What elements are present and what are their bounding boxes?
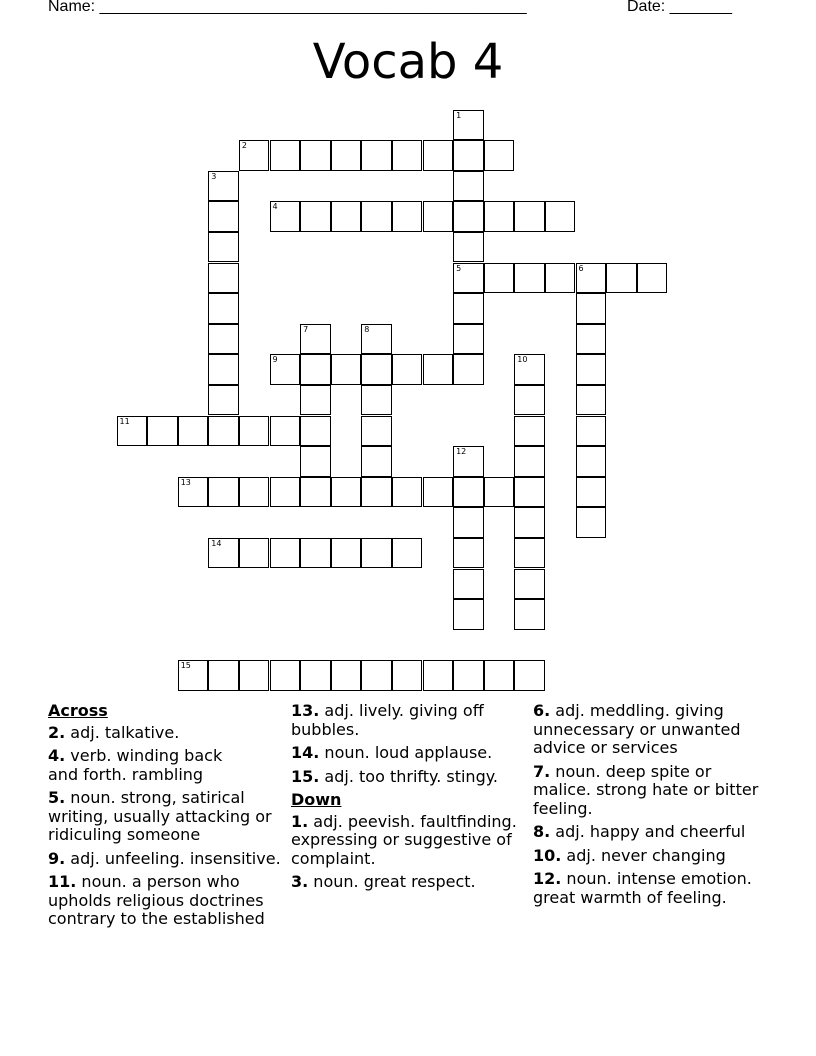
name-label: Name: [48, 0, 100, 15]
crossword-cell[interactable] [208, 171, 239, 202]
crossword-cell[interactable] [239, 477, 270, 508]
crossword-cell[interactable] [453, 599, 484, 630]
crossword-cell[interactable] [331, 538, 362, 569]
crossword-cell[interactable] [239, 416, 270, 447]
crossword-cell[interactable] [453, 140, 484, 171]
crossword-cell[interactable] [361, 385, 392, 416]
crossword-cell[interactable] [484, 140, 515, 171]
clue-column-3 [533, 702, 773, 912]
crossword-cell[interactable] [576, 354, 607, 385]
crossword-cell[interactable] [423, 660, 454, 691]
crossword-cell[interactable] [361, 324, 392, 355]
clue-number: 3 [211, 171, 217, 181]
crossword-cell[interactable] [331, 201, 362, 232]
crossword-cell[interactable] [300, 660, 331, 691]
crossword-cell[interactable] [484, 201, 515, 232]
clue-number: 1 [456, 110, 462, 120]
clue-down-7: 7. noun. deep spite or malice. strong hate or bitter feeling. [533, 761, 759, 818]
crossword-cell[interactable] [270, 354, 301, 385]
crossword-cell[interactable] [514, 446, 545, 477]
crossword-cell[interactable] [453, 477, 484, 508]
clue-across-13: 13. adj. lively. giving off bubbles. [291, 701, 484, 739]
crossword-cell[interactable] [453, 354, 484, 385]
down-heading: Down [291, 790, 342, 809]
crossword-cell[interactable] [423, 354, 454, 385]
crossword-cell[interactable] [300, 354, 331, 385]
crossword-cell[interactable] [453, 569, 484, 600]
crossword-cell[interactable] [453, 201, 484, 232]
clue-down-8: 8. adj. happy and cheerful [533, 822, 746, 841]
crossword-cell[interactable] [514, 385, 545, 416]
crossword-cell[interactable] [300, 385, 331, 416]
crossword-cell[interactable] [300, 538, 331, 569]
crossword-cell[interactable] [361, 446, 392, 477]
clue-across-15: 15. adj. too thrifty. stingy. [291, 766, 498, 786]
page-title: Vocab 4 [312, 34, 504, 90]
clue-number: 15 [180, 661, 191, 671]
clue-across-2: 2. adj. talkative. [48, 722, 180, 742]
crossword-cell[interactable] [606, 263, 637, 294]
crossword-cell[interactable] [423, 140, 454, 171]
crossword-cell[interactable] [392, 538, 423, 569]
crossword-cell[interactable] [576, 507, 607, 538]
crossword-cell[interactable] [208, 324, 239, 355]
crossword-cell[interactable] [392, 660, 423, 691]
clue-column-2 [291, 702, 523, 897]
clue-number: 11 [119, 416, 130, 426]
crossword-cell[interactable] [331, 660, 362, 691]
clue-down-3: 3. noun. great respect. [291, 872, 476, 891]
crossword-cell[interactable] [576, 385, 607, 416]
clue-number: 10 [517, 355, 528, 365]
crossword-cell[interactable] [453, 110, 484, 141]
crossword-cell[interactable] [576, 446, 607, 477]
crossword-cell[interactable] [514, 538, 545, 569]
clue-column-1 [48, 702, 284, 934]
crossword-cell[interactable] [239, 538, 270, 569]
crossword-cell[interactable] [514, 599, 545, 630]
crossword-cell[interactable] [208, 354, 239, 385]
clue-down-6: 6. adj. meddling. giving unnecessary or unwanted advice or services [533, 701, 741, 757]
crossword-cell[interactable] [361, 201, 392, 232]
clue-number: 13 [180, 477, 191, 487]
clue-across-11: 11. noun. a person who upholds religious doctrines contrary to the established [48, 872, 265, 928]
crossword-cell[interactable] [331, 354, 362, 385]
crossword-cell[interactable] [545, 201, 576, 232]
crossword-cell[interactable] [453, 507, 484, 538]
name-line[interactable]: ________________________________________________ [99, 0, 527, 15]
clue-across-14: 14. noun. loud applause. [291, 743, 493, 762]
crossword-cell[interactable] [270, 416, 301, 447]
crossword-cell[interactable] [361, 660, 392, 691]
crossword-cell[interactable] [423, 477, 454, 508]
crossword-cell[interactable] [208, 660, 239, 691]
crossword-cell[interactable] [514, 416, 545, 447]
crossword-cell[interactable] [178, 416, 209, 447]
crossword-cell[interactable] [361, 354, 392, 385]
crossword-cell[interactable] [453, 293, 484, 324]
crossword-cell[interactable] [576, 324, 607, 355]
clue-number: 4 [272, 202, 278, 212]
crossword-cell[interactable] [453, 232, 484, 263]
crossword-cell[interactable] [208, 538, 239, 569]
crossword-cell[interactable] [270, 477, 301, 508]
crossword-cell[interactable] [208, 201, 239, 232]
crossword-cell[interactable] [484, 477, 515, 508]
crossword-cell[interactable] [208, 385, 239, 416]
crossword-cell[interactable] [117, 416, 148, 447]
crossword-cell[interactable] [423, 201, 454, 232]
crossword-cell[interactable] [300, 201, 331, 232]
crossword-cell[interactable] [361, 538, 392, 569]
crossword-cell[interactable] [270, 538, 301, 569]
clue-number: 6 [578, 263, 584, 273]
crossword-cell[interactable] [453, 324, 484, 355]
clue-number: 2 [241, 141, 247, 151]
clue-down-10: 10. adj. never changing [533, 845, 726, 865]
clue-across-5: 5. noun. strong, satirical writing, usually attacking or ridiculing someone [48, 788, 272, 844]
crossword-cell[interactable] [300, 416, 331, 447]
crossword-cell[interactable] [208, 232, 239, 263]
date-label: Date: [627, 0, 670, 15]
crossword-cell[interactable] [300, 140, 331, 171]
clue-number: 14 [211, 538, 222, 548]
crossword-cell[interactable] [361, 416, 392, 447]
crossword-cell[interactable] [239, 660, 270, 691]
crossword-cell[interactable] [637, 263, 668, 294]
clue-number: 7 [303, 324, 309, 334]
clue-down-1: 1. adj. peevish. faultfinding. expressing or suggestive of complaint. [291, 811, 517, 868]
crossword-cell[interactable] [576, 477, 607, 508]
crossword-cell[interactable] [239, 140, 270, 171]
crossword-cell[interactable] [392, 477, 423, 508]
crossword-cell[interactable] [392, 354, 423, 385]
crossword-cell[interactable] [208, 477, 239, 508]
crossword-cell[interactable] [178, 477, 209, 508]
crossword-cell[interactable] [514, 507, 545, 538]
crossword-cell[interactable] [361, 140, 392, 171]
crossword-cell[interactable] [514, 660, 545, 691]
crossword-cell[interactable] [392, 201, 423, 232]
date-line[interactable]: _______ [669, 0, 732, 15]
crossword-cell[interactable] [331, 477, 362, 508]
clue-number: 9 [272, 355, 278, 365]
crossword-cell[interactable] [453, 171, 484, 202]
crossword-cell[interactable] [147, 416, 178, 447]
clue-across-4: 4. verb. winding back and forth. rambling [48, 746, 223, 784]
crossword-cell[interactable] [392, 140, 423, 171]
crossword-cell[interactable] [514, 263, 545, 294]
crossword-cell[interactable] [300, 446, 331, 477]
crossword-cell[interactable] [453, 446, 484, 477]
clue-across-9: 9. adj. unfeeling. insensitive. [48, 848, 281, 868]
clue-down-12: 12. noun. intense emotion. great warmth of feeling. [533, 869, 752, 907]
crossword-cell[interactable] [300, 324, 331, 355]
crossword-cell[interactable] [576, 293, 607, 324]
crossword-cell[interactable] [514, 354, 545, 385]
crossword-cell[interactable] [514, 569, 545, 600]
across-heading: Across [48, 701, 108, 720]
crossword-cell[interactable] [361, 477, 392, 508]
crossword-cell[interactable] [514, 477, 545, 508]
crossword-cell[interactable] [208, 293, 239, 324]
clue-number: 12 [456, 447, 467, 457]
crossword-cell[interactable] [453, 538, 484, 569]
crossword-cell[interactable] [484, 660, 515, 691]
crossword-cell[interactable] [300, 477, 331, 508]
crossword-cell[interactable] [576, 416, 607, 447]
crossword-cell[interactable] [270, 140, 301, 171]
crossword-cell[interactable] [208, 263, 239, 294]
crossword-cell[interactable] [270, 201, 301, 232]
clue-number: 5 [456, 263, 462, 273]
clue-number: 8 [364, 324, 370, 334]
crossword-cell[interactable] [545, 263, 576, 294]
crossword-cell[interactable] [208, 416, 239, 447]
crossword-cell[interactable] [453, 660, 484, 691]
crossword-cell[interactable] [331, 140, 362, 171]
crossword-cell[interactable] [178, 660, 209, 691]
crossword-cell[interactable] [270, 660, 301, 691]
crossword-cell[interactable] [453, 263, 484, 294]
crossword-cell[interactable] [514, 201, 545, 232]
crossword-cell[interactable] [576, 263, 607, 294]
crossword-cell[interactable] [484, 263, 515, 294]
